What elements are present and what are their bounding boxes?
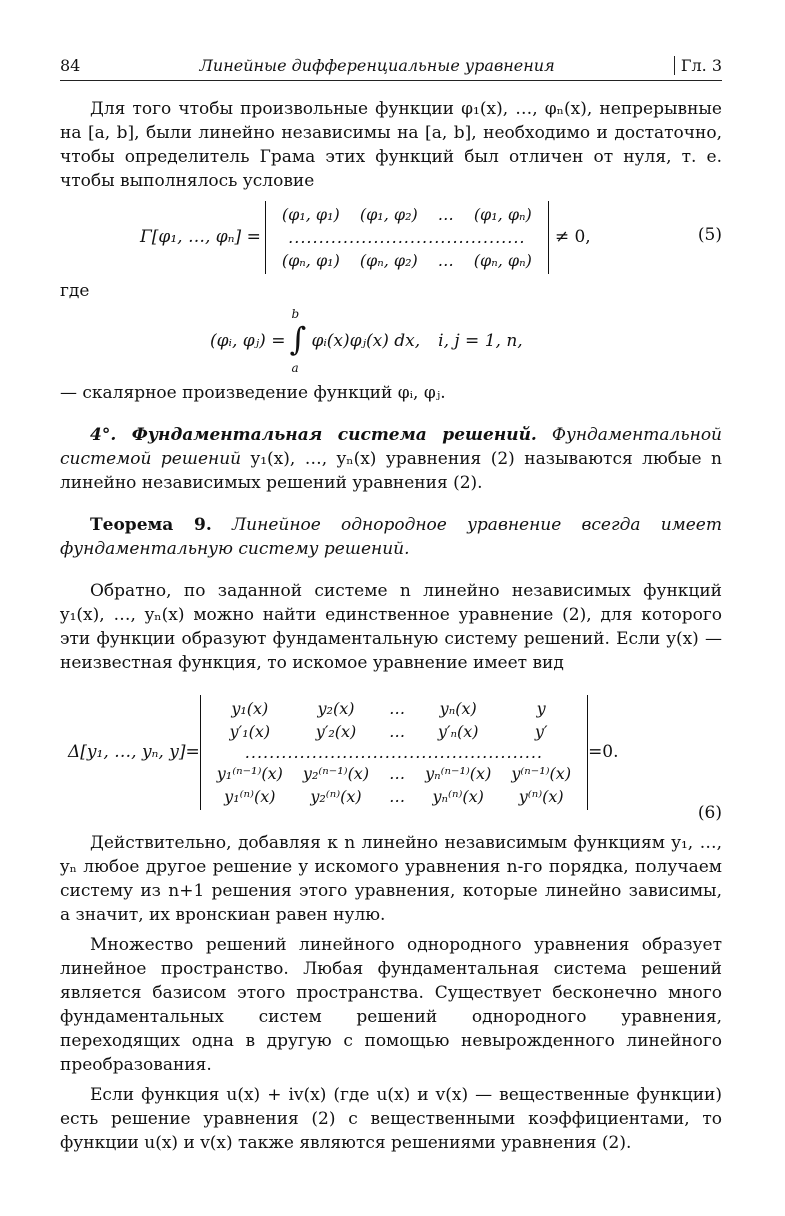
section-4-paragraph xyxy=(60,423,722,495)
wronskian-cell: yₙ⁽ⁿ⁾(x) xyxy=(432,786,484,806)
paragraph-inverse: Обратно, по заданной системе n линейно независимых функций y₁(x), …, yₙ(x) можно найти единственное уравнение (2), для которого эти функции образуют фундаментальную систему решений. Если y(x) — неизвестная функция, то искомое уравнение имеет вид xyxy=(60,581,722,673)
paragraph-proof: Действительно, добавляя к n линейно независимым функциям y₁, …, yₙ любое другое решение y искомого уравнения n-го порядка, получаем систему из n+1 решения этого уравнения, которые линейно зависимы, а значит, их вронскиан равен нулю. xyxy=(60,833,722,925)
page xyxy=(60,56,722,1155)
wronskian-row-2 xyxy=(207,720,581,743)
wronskian-cell: … xyxy=(389,786,406,806)
gram-row-1 xyxy=(272,203,542,226)
paragraph-complex-solution: Если функция u(x) + iv(x) (где u(x) и v(x) — вещественные функции) есть решение уравнения (2) с вещественными коэффициентами, то функции u(x) и v(x) также являются решениями уравнения (2). xyxy=(60,1085,722,1153)
index-range: i, j = 1, n, xyxy=(438,331,523,351)
gram-cell: (φₙ, φ₁) xyxy=(281,250,340,270)
running-title: Линейные дифференциальные уравнения xyxy=(199,56,555,75)
definition-term: Фундаментальной системой решений xyxy=(60,425,723,469)
gram-cell: (φ₁, φₙ) xyxy=(473,204,532,224)
integral-lower-limit: a xyxy=(291,361,299,375)
wronskian-cell: y₁⁽ⁿ⁾(x) xyxy=(224,786,276,806)
scalar-product-formula xyxy=(60,303,722,379)
gram-cell: … xyxy=(437,204,454,224)
wronskian-cell: … xyxy=(389,698,406,718)
paragraph-gram-intro: Для того чтобы произвольные функции φ₁(x), …, φₙ(x), непрерывные на [a, b], были линейно независимы на [a, b], необходимо и достаточно, чтобы определитель Грама этих функций был отличен от нуля, т. е. чтобы выполнялось условие xyxy=(60,99,722,191)
wronskian-cell: … xyxy=(389,721,406,741)
gram-row-n xyxy=(272,249,542,272)
wronskian-cell: y⁽ⁿ⁻¹⁾(x) xyxy=(511,763,572,783)
gram-rhs: ≠ 0, xyxy=(554,227,591,247)
wronskian-lhs: Δ[y₁, …, yₙ, y]= xyxy=(68,742,200,762)
definition-rest: y₁(x), …, yₙ(x) уравнения (2) называются любые n линейно независимых решений уравнения (2). xyxy=(60,449,722,493)
gram-determinant xyxy=(265,201,549,274)
gram-formula xyxy=(60,199,722,275)
gram-lhs: Γ[φ₁, …, φₙ] = xyxy=(140,227,261,247)
where-label: где xyxy=(60,281,90,301)
integral-upper-limit: b xyxy=(291,307,300,321)
page-number: 84 xyxy=(60,56,81,75)
gram-cell: (φₙ, φₙ) xyxy=(473,250,532,270)
wronskian-cell: y₁⁽ⁿ⁻¹⁾(x) xyxy=(216,763,283,783)
wronskian-row-1 xyxy=(207,697,581,720)
equation-number-5: (5) xyxy=(697,225,722,245)
gram-cell: (φ₁, φ₂) xyxy=(359,204,418,224)
wronskian-determinant xyxy=(200,695,588,810)
wronskian-row-4 xyxy=(207,785,581,808)
wronskian-cell: y′ₙ(x) xyxy=(437,721,479,741)
wronskian-cell: y₂⁽ⁿ⁻¹⁾(x) xyxy=(302,763,370,783)
wronskian-cell: y₂(x) xyxy=(317,698,355,718)
wronskian-cell: yₙ⁽ⁿ⁻¹⁾(x) xyxy=(425,763,492,783)
wronskian-cell: y₂⁽ⁿ⁾(x) xyxy=(310,786,362,806)
wronskian-cell: y′₂(x) xyxy=(315,721,357,741)
theorem-text: Линейное однородное уравнение всегда имеет фундаментальную систему решений. xyxy=(60,515,722,559)
running-header xyxy=(60,56,722,81)
wronskian-cell: y⁽ⁿ⁾(x) xyxy=(518,786,564,806)
scalar-lhs: (φᵢ, φⱼ) = xyxy=(210,331,286,351)
wronskian-dots-row: ................................................. xyxy=(244,742,543,762)
scalar-note: — скалярное произведение функций φᵢ, φⱼ. xyxy=(60,383,446,403)
gram-dots-row: ....................................... xyxy=(288,227,526,247)
gram-cell: … xyxy=(437,250,454,270)
wronskian-cell: y₁(x) xyxy=(231,698,269,718)
theorem-label: Теорема 9. xyxy=(90,515,212,535)
chapter-label: Гл. 3 xyxy=(674,56,722,75)
paragraph-linear-space: Множество решений линейного однородного уравнения образует линейное пространство. Любая фундаментальная система решений является базисом этого пространства. Существует бесконечно много фундаментальных систем решений однородного уравнения, переходящих одна в другую с помощью невырожденного линейного преобразования. xyxy=(60,935,722,1075)
gram-cell: (φ₁, φ₁) xyxy=(281,204,340,224)
equation-number-6: (6) xyxy=(697,803,722,823)
wronskian-cell: … xyxy=(389,763,406,783)
wronskian-formula xyxy=(60,679,722,829)
wronskian-cell: yₙ(x) xyxy=(439,698,477,718)
wronskian-row-3 xyxy=(207,762,581,785)
theorem-9 xyxy=(60,513,722,561)
wronskian-cell: y′ xyxy=(534,721,548,741)
wronskian-cell: y xyxy=(536,698,546,718)
integral-sign: b ∫ a xyxy=(289,307,307,375)
section-4-heading: 4°. Фундаментальная система решений. xyxy=(90,425,537,445)
wronskian-cell: y′₁(x) xyxy=(229,721,271,741)
gram-cell: (φₙ, φ₂) xyxy=(359,250,418,270)
wronskian-rhs: =0. xyxy=(588,742,619,762)
integrand: φᵢ(x)φⱼ(x) dx, xyxy=(311,331,421,351)
